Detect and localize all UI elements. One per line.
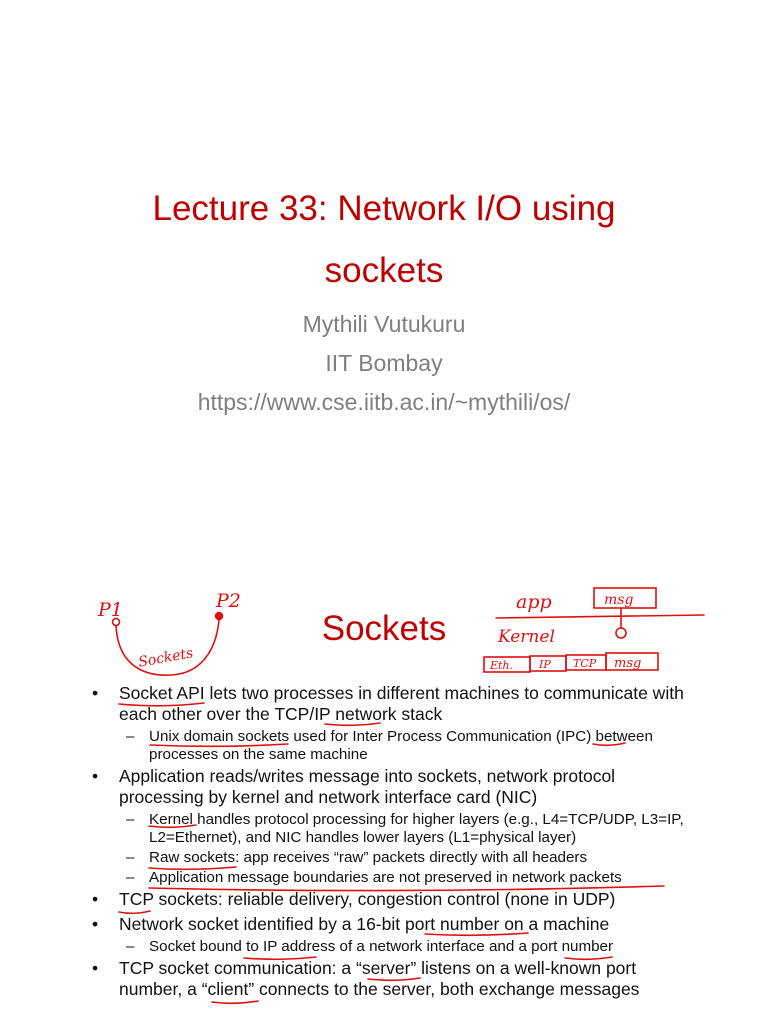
list-item-text: Raw sockets: app receives “raw” packets directly with all headers <box>149 849 588 866</box>
list-item <box>92 914 692 935</box>
title-slide-subtitle <box>0 305 768 422</box>
bullet-dash: – <box>126 811 135 828</box>
annotation-app: app <box>516 591 552 613</box>
bullet-dot: • <box>92 913 99 934</box>
list-item-text: TCP sockets: reliable delivery, congestion control (none in UDP) <box>119 889 616 909</box>
annotation-p1: P1 <box>98 599 123 621</box>
bullet-dot: • <box>92 889 99 909</box>
slide-title: Sockets <box>321 609 447 648</box>
annotation-tcp: TCP <box>573 657 597 670</box>
bullet-dot: • <box>92 766 99 786</box>
lecture-title-line2: sockets <box>324 251 444 290</box>
lecture-title-line1: Lecture 33: Network I/O using <box>152 189 616 228</box>
list-item <box>92 849 692 867</box>
list-item <box>92 869 692 887</box>
bullet-dash: – <box>126 938 135 955</box>
list-item-text: TCP socket communication: a “server” listens on a well-known port number, a “client” connects to the server, both exchange messages <box>119 958 640 999</box>
annotation-msg-packet: msg <box>614 656 642 671</box>
eth-header-box <box>484 657 530 672</box>
author-name: Mythili Vutukuru <box>302 311 466 337</box>
annotation-ip: IP <box>539 658 551 671</box>
list-item <box>92 728 692 764</box>
bullet-dot: • <box>92 958 99 978</box>
ip-header-box <box>530 656 566 671</box>
tcp-header-box <box>566 655 606 670</box>
list-item-text: Socket bound to IP address of a network interface and a port number <box>149 938 614 955</box>
list-item-text: Kernel handles protocol processing for higher layers (e.g., L4=TCP/UDP, L3=IP, L2=Ethernet), and NIC handles lower layers (L1=physical layer) <box>149 811 684 846</box>
list-item-text: Application message boundaries are not preserved in network packets <box>149 869 622 886</box>
institution-name: IIT Bombay <box>325 350 443 376</box>
bullet-dot: • <box>92 683 99 703</box>
list-item <box>92 938 692 956</box>
bullet-list <box>92 683 692 1003</box>
annotation-eth: Eth. <box>490 659 514 672</box>
sockets-slide <box>0 512 768 1024</box>
course-url: https://www.cse.iitb.ac.in/~mythili/os/ <box>197 389 571 415</box>
packet-msg-box <box>606 653 658 670</box>
app-msg-box <box>594 588 656 608</box>
annotation-sockets: Sockets <box>137 645 195 671</box>
list-item-text: Application reads/writes message into sockets, network protocol processing by kernel and network interface card (NIC) <box>119 766 616 807</box>
list-item <box>92 811 692 847</box>
list-item-text: Unix domain sockets used for Inter Process Communication (IPC) between processes on the same machine <box>149 728 653 763</box>
list-item-text: Network socket identified by a 16-bit port number on a machine <box>119 913 610 934</box>
lecture-title <box>0 178 768 302</box>
annotation-p2: P2 <box>216 590 241 612</box>
bullet-dash: – <box>126 849 135 866</box>
bullet-dash: – <box>126 728 135 745</box>
list-item <box>92 683 692 724</box>
bullet-dash: – <box>126 869 135 886</box>
list-item <box>92 889 692 910</box>
annotation-kernel: Kernel <box>498 627 555 647</box>
list-item <box>92 958 692 999</box>
annotation-msg: msg <box>604 592 634 608</box>
list-item <box>92 766 692 807</box>
list-item-text: Socket API lets two processes in different machines to communicate with each other over the TCP/IP network stack <box>119 683 684 724</box>
